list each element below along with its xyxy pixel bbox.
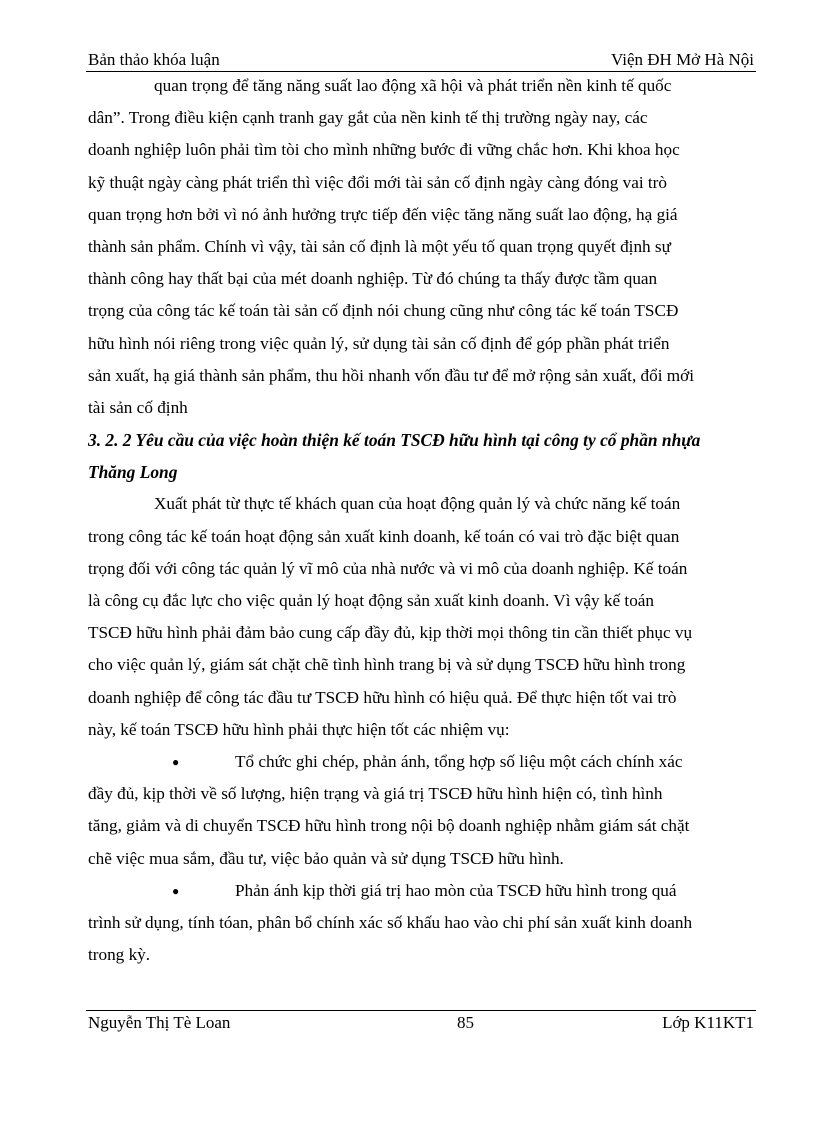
text-line: cho việc quản lý, giám sát chặt chẽ tình hình trang bị và sử dụng TSCĐ hữu hình trong [88, 655, 686, 675]
text-line: hữu hình nói riêng trong việc quản lý, sử dụng tài sản cố định để góp phần phát triển [88, 333, 670, 353]
header-left-text: Bản thảo khóa luận [88, 50, 220, 69]
page-header [88, 50, 754, 72]
text-line: trong công tác kế toán hoạt động sản xuất kinh doanh, kế toán có vai trò đặc biệt quan [88, 526, 680, 546]
text-line: dân”. Trong điều kiện cạnh tranh gay gắt của nền kinh tế thị trường ngày nay, các [88, 108, 648, 128]
bullet-first-line [88, 746, 760, 778]
bullet-icon: ● [172, 754, 180, 769]
text-line: Phản ánh kịp thời giá trị hao mòn của TSCĐ hữu hình trong quá [235, 880, 677, 900]
text-line: là công cụ đắc lực cho việc quản lý hoạt động sản xuất kinh doanh. Vì vậy kế toán [88, 591, 655, 610]
paragraph-1 [88, 70, 760, 424]
text-line: TSCĐ hữu hình phải đảm bảo cung cấp đầy đủ, kịp thời mọi thông tin cần thiết phục vụ [88, 623, 693, 643]
text-line: thành công hay thất bại của mét doanh nghiệp. Từ đó chúng ta thấy được tầm quan [88, 269, 658, 289]
text-line: doanh nghiệp để công tác đầu tư TSCĐ hữu hình có hiệu quả. Để thực hiện tốt vai trò [88, 687, 677, 707]
text-line: quan trọng để tăng năng suất lao động xã hội và phát triển nền kinh tế quốc [154, 76, 672, 95]
text-line: trong kỳ. [88, 945, 151, 965]
paragraph-2 [88, 488, 760, 746]
body-text [88, 70, 760, 971]
bullet-item-1 [88, 746, 760, 875]
bullet-item-2 [88, 875, 760, 972]
text-line: kỹ thuật ngày càng phát triển thì việc đổi mới tài sản cố định ngày càng đóng vai trò [88, 172, 667, 192]
text-line: Xuất phát từ thực tế khách quan của hoạt động quản lý và chức năng kế toán [154, 494, 681, 514]
text-line: quan trọng hơn bởi vì nó ảnh hưởng trực tiếp đến việc tăng năng suất lao động, hạ giá [88, 204, 678, 224]
text-line: doanh nghiệp luôn phải tìm tòi cho mình những bước đi vững chắc hơn. Khi khoa học [88, 140, 680, 160]
text-line: trọng đối với công tác quản lý vĩ mô của nhà nước và vi mô của doanh nghiệp. Kế toán [88, 558, 688, 578]
bullet-icon: ● [172, 883, 180, 898]
text-line: này, kế toán TSCĐ hữu hình phải thực hiện tốt các nhiệm vụ: [88, 719, 510, 739]
heading-line: Thăng Long [88, 462, 178, 483]
text-line: tăng, giảm và di chuyển TSCĐ hữu hình trong nội bộ doanh nghiệp nhằm giám sát chặt [88, 816, 690, 836]
footer-divider [86, 1010, 756, 1011]
text-line: chẽ việc mua sắm, đầu tư, việc bảo quản và sử dụng TSCĐ hữu hình. [88, 848, 564, 868]
page-footer [88, 1013, 754, 1035]
text-line: sản xuất, hạ giá thành sản phẩm, thu hồi nhanh vốn đầu tư để mở rộng sản xuất, đổi mới [88, 365, 695, 385]
bullet-first-line [88, 875, 760, 907]
heading-line: 3. 2. 2 Yêu cầu của việc hoàn thiện kế toán TSCĐ hữu hình tại công ty cổ phần nhựa [88, 430, 701, 451]
page-number: 85 [457, 1013, 474, 1032]
footer-author: Nguyễn Thị Tè Loan [88, 1013, 231, 1032]
text-line: trình sử dụng, tính tóan, phân bổ chính xác số khấu hao vào chi phí sản xuất kinh doanh [88, 912, 693, 932]
text-line: trọng của công tác kế toán tài sản cố định nói chung cũng như công tác kế toán TSCĐ [88, 301, 679, 321]
text-line: Tổ chức ghi chép, phản ánh, tổng hợp số liệu một cách chính xác [235, 751, 683, 771]
header-right-text: Viện ĐH Mở Hà Nội [610, 50, 754, 69]
section-heading [88, 424, 760, 488]
text-line: tài sản cố định [88, 397, 188, 417]
text-line: thành sản phẩm. Chính vì vậy, tài sản cố định là một yếu tố quan trọng quyết định sự [88, 236, 671, 256]
text-line: đầy đủ, kịp thời về số lượng, hiện trạng và giá trị TSCĐ hữu hình hiện có, tình hình [88, 784, 663, 804]
footer-class: Lớp K11KT1 [662, 1013, 754, 1032]
